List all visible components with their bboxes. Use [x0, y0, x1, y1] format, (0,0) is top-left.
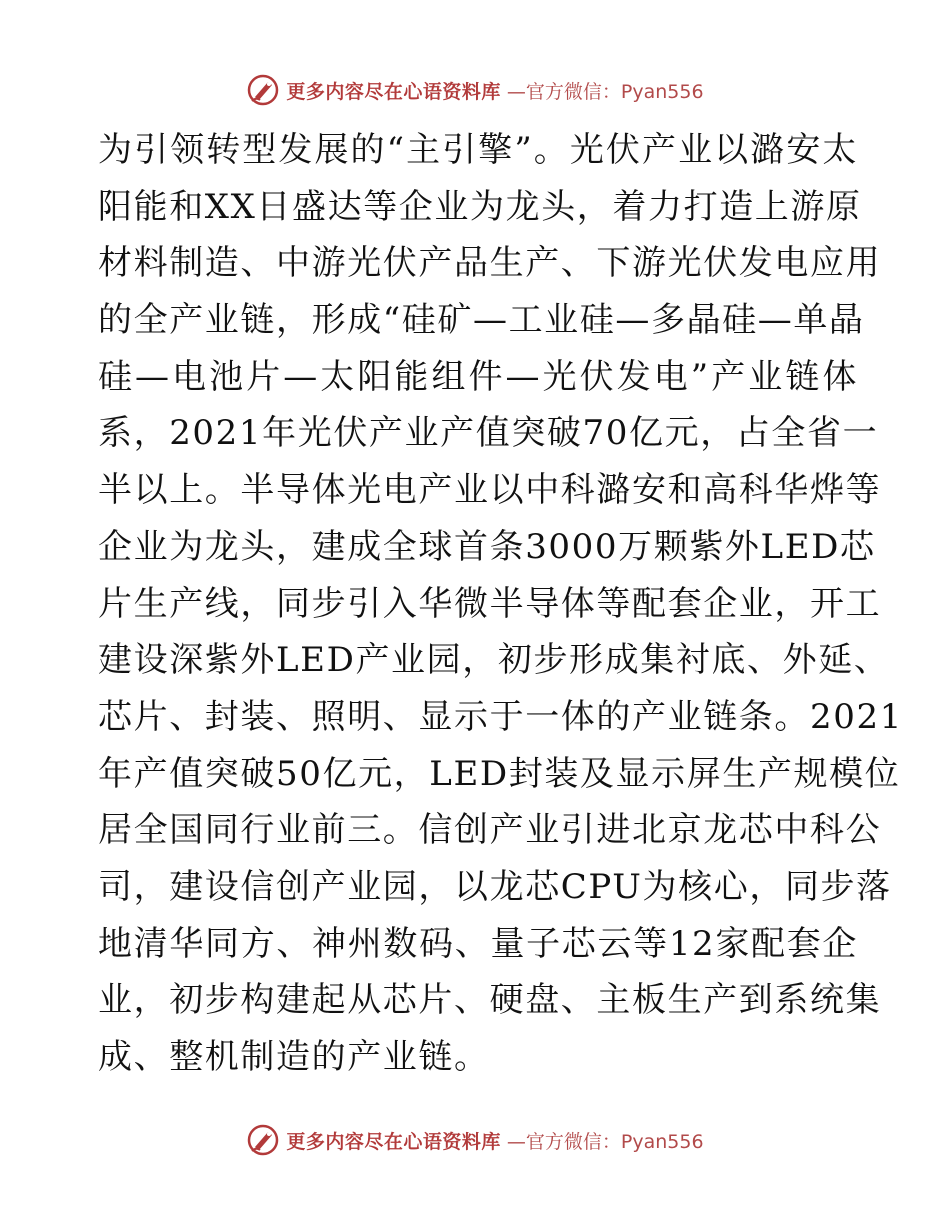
text-line: 居全国同行业前三。信创产业引进北京龙芯中科公: [98, 810, 882, 851]
text-line: 建设深紫外LED产业园，初步形成集衬底、外延、: [98, 640, 890, 681]
text-line: 企业为龙头，建成全球首条3000万颗紫外LED芯: [98, 526, 876, 567]
text-line: 成、整机制造的产业链。: [98, 1037, 490, 1077]
document-body: [98, 122, 903, 1086]
text-line: 半以上。半导体光电产业以中科潞安和高科华烨等: [98, 470, 882, 511]
text-line: 地清华同方、神州数码、量子芯云等12家配套企: [98, 923, 858, 964]
watermark-sub-text: —官方微信：Pyan556: [506, 80, 704, 103]
text-line: 年产值突破50亿元，LED封装及显示屏生产规模位: [98, 753, 901, 794]
text-line: 的全产业链，形成“硅矿—工业硅—多晶硅—单晶: [98, 300, 865, 341]
text-line: 系，2021年光伏产业产值突破70亿元，占全省一: [98, 413, 879, 454]
text-line: 阳能和XX日盛达等企业为龙头，着力打造上游原: [98, 186, 862, 227]
header-watermark: [0, 70, 950, 110]
text-line: 业，初步构建起从芯片、硬盘、主板生产到系统集: [98, 980, 882, 1021]
watermark-main-text: 更多内容尽在心语资料库: [286, 80, 501, 103]
text-line: 片生产线，同步引入华微半导体等配套企业，开工: [98, 583, 882, 624]
pen-nib-seal-icon: [246, 73, 280, 107]
pen-nib-seal-icon: [246, 1123, 280, 1157]
text-line: 硅—电池片—太阳能组件—光伏发电”产业链体: [98, 356, 858, 397]
footer-watermark: [0, 1120, 950, 1160]
text-line: 司，建设信创产业园，以龙芯CPU为核心，同步落: [98, 866, 892, 907]
text-line: 材料制造、中游光伏产品生产、下游光伏发电应用: [98, 243, 882, 284]
watermark-sub-text: —官方微信：Pyan556: [506, 1130, 704, 1153]
text-line: 芯片、封装、照明、显示于一体的产业链条。2021: [98, 696, 903, 737]
text-line: 为引领转型发展的“主引擎”。光伏产业以潞安太: [98, 130, 858, 170]
watermark-main-text: 更多内容尽在心语资料库: [286, 1130, 501, 1153]
